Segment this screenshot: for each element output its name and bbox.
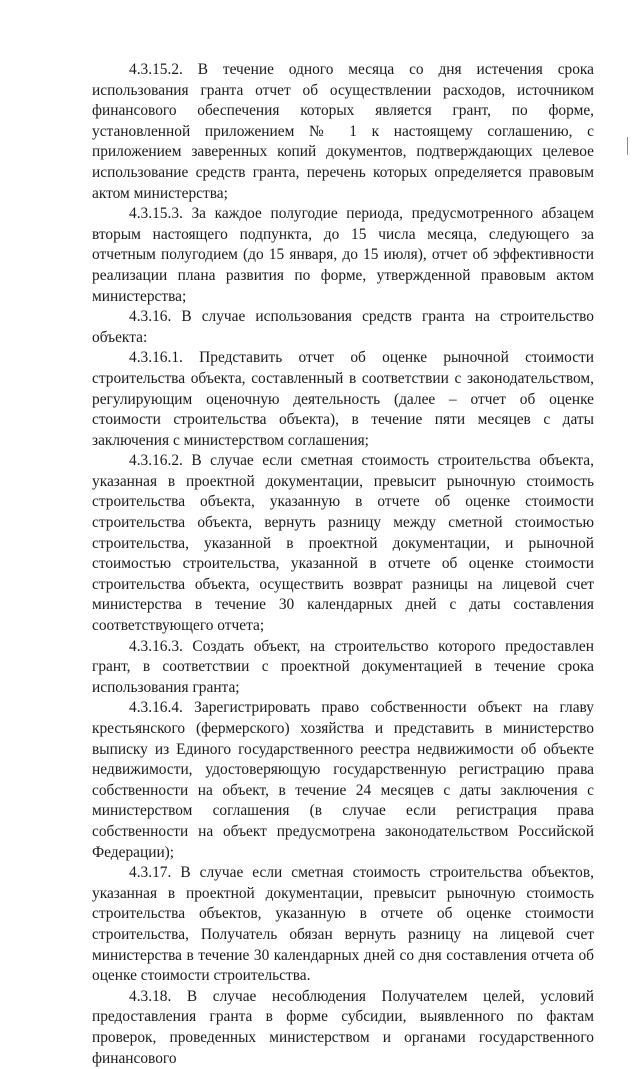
paragraph-4-3-18: 4.3.18. В случае несоблюдения Получателем целей, условий предоставления гранта в форме субсидии, выявленного по фактам проверок, проведенных министерством и органами государственного финансового (92, 987, 594, 1067)
margin-mark (627, 137, 628, 155)
paragraph-4-3-16-2: 4.3.16.2. В случае если сметная стоимость строительства объекта, указанная в проектной документации, превысит рыночную стоимость строительства объекта, указанную в отчете об оценке стоимости строительства объекта, вернуть разницу между сметной стоимостью строительства, указанной в проектной документации, и рыночной стоимостью строительства, указанной в отчете об оценке стоимости строительства объекта, осуществить возврат разницы на лицевой счет министерства в течение 30 календарных дней с даты составления соответствующего отчета; (92, 452, 594, 635)
paragraph-4-3-17: 4.3.17. В случае если сметная стоимость строительства объектов, указанная в проектной документации, превысит рыночную стоимость строительства объектов, указанную в отчете об оценке стоимости строительства, Получатель обязан вернуть разницу на лицевой счет министерства в течение 30 календарных дней со дня составления отчета об оценке стоимости строительства. (92, 864, 594, 985)
paragraph-4-3-15-2: 4.3.15.2. В течение одного месяца со дня истечения срока использования гранта отчет об осуществлении расходов, источником финансового обеспечения которых является грант, по форме, установленной приложением № 1 к настоящему соглашению, с приложением заверенных копий документов, подтверждающих целевое использование средств гранта, перечень которых определяется правовым актом министерства; (92, 61, 594, 202)
paragraph-4-3-15-3: 4.3.15.3. За каждое полугодие периода, предусмотренного абзацем вторым настоящего подпункта, до 15 числа месяца, следующего за отчетным полугодием (до 15 января, до 15 июля), отчет об эффективности реализации плана развития по форме, утвержденной правовым актом министерства; (92, 205, 594, 305)
paragraph-4-3-16-4: 4.3.16.4. Зарегистрировать право собственности объект на главу крестьянского (фермерского) хозяйства и представить в министерство выписку из Единого государственного реестра недвижимости об объекте недвижимости, удостоверяющую государственную регистрацию права собственности на объект, в течение 24 месяцев с даты заключения с министерством соглашения (в случае если регистрация права собственности на объект предусмотрена законодательством Российской Федерации); (92, 699, 594, 861)
paragraph-4-3-16: 4.3.16. В случае использования средств гранта на строительство объекта: (92, 308, 594, 346)
document-page (92, 60, 594, 1069)
paragraph-4-3-16-3: 4.3.16.3. Создать объект, на строительство которого предоставлен грант, в соответствии с проектной документацией в течение срока использования гранта; (92, 637, 594, 696)
paragraph-4-3-16-1: 4.3.16.1. Представить отчет об оценке рыночной стоимости строительства объекта, составленный в соответствии с законодательством, регулирующим оценочную деятельность (далее – отчет об оценке стоимости строительства объекта), в течение пяти месяцев с даты заключения с министерством соглашения; (92, 349, 594, 449)
